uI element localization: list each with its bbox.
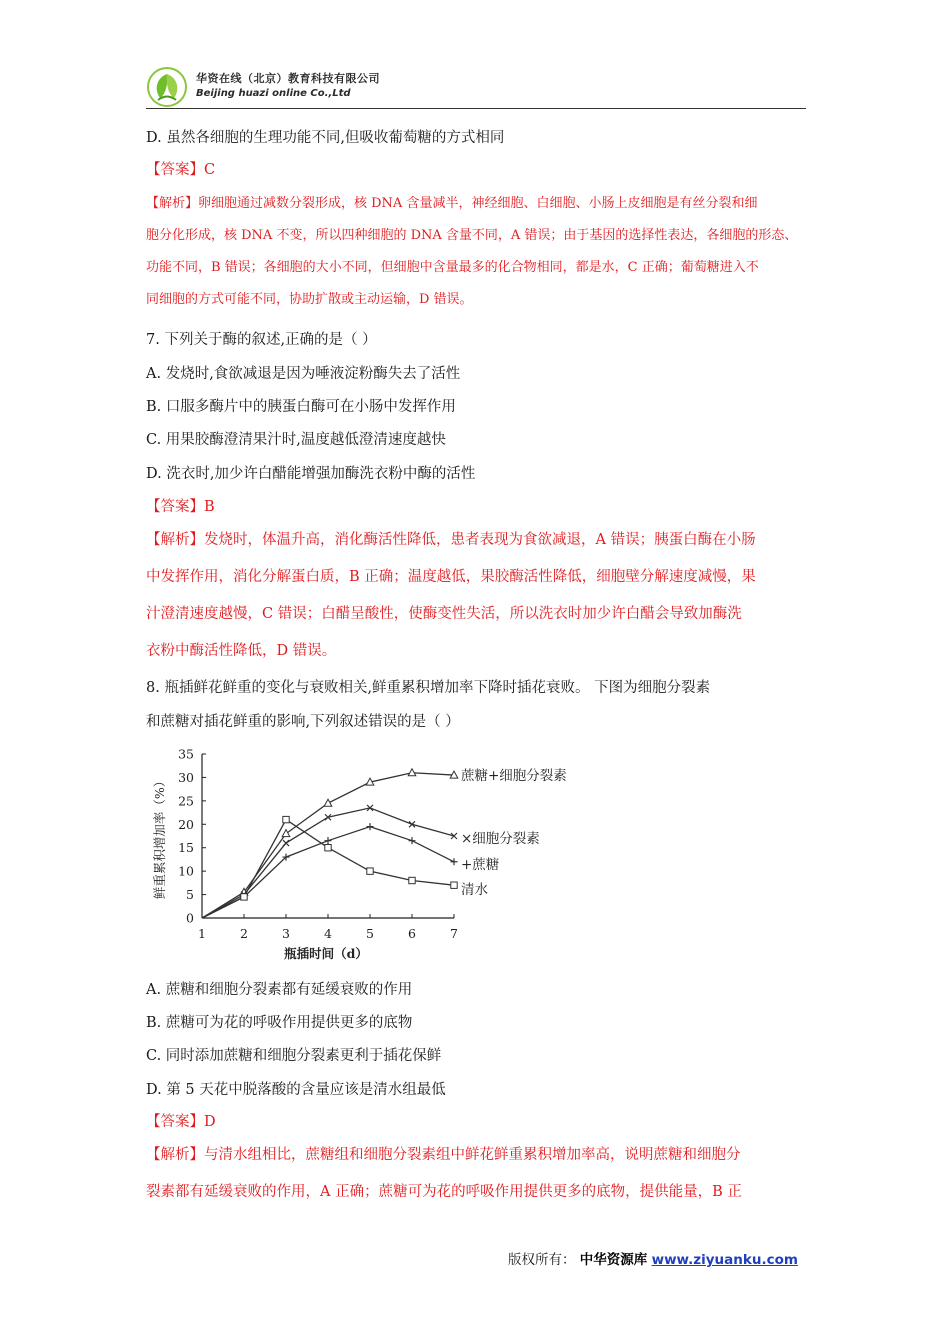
answer-value: D [204, 1114, 216, 1130]
brand-name: 中华资源库 [579, 1252, 648, 1268]
company-name-en: Beijing huazi online Co.,Ltd [196, 88, 351, 99]
company-name-cn: 华资在线（北京）教育科技有限公司 [196, 72, 380, 85]
series-label: ×细胞分裂素 [461, 831, 540, 847]
q8-option-d: D. 第 5 天花中脱落酸的含量应该是清水组最低 [146, 1082, 446, 1098]
q7-stem: 7. 下列关于酶的叙述,正确的是（ ） [146, 332, 377, 348]
q8-explain-line: 【解析】与清水组相比，蔗糖组和细胞分裂素组中鲜花鲜重累积增加率高，说明蔗糖和细胞分 [146, 1147, 741, 1163]
data-point-square [367, 868, 373, 874]
x-tick-label: 1 [198, 926, 206, 941]
y-tick-label: 35 [178, 746, 194, 762]
data-point-square [325, 845, 331, 851]
series-label: 蔗糖+细胞分裂素 [461, 768, 567, 785]
q8-stem-line: 8. 瓶插鲜花鲜重的变化与衰败相关,鲜重累积增加率下降时插花衰败。 下图为细胞分裂素 [146, 680, 711, 696]
y-tick-label: 0 [186, 910, 194, 926]
q6-option-d: D. 虽然各细胞的生理功能不同,但吸收葡萄糖的方式相同 [146, 130, 505, 146]
y-tick-label: 5 [186, 887, 194, 903]
q8-option-b: B. 蔗糖可为花的呼吸作用提供更多的底物 [146, 1015, 413, 1031]
q8-answer [146, 1112, 216, 1132]
y-tick-label: 30 [178, 769, 194, 785]
series-line [202, 808, 454, 918]
q7-explain-line: 中发挥作用，消化分解蛋白质，B 正确；温度越低，果胶酶活性降低，细胞壁分解速度减慢，果 [146, 569, 756, 585]
y-tick-label: 10 [178, 863, 194, 879]
series-label: 清水 [461, 882, 488, 899]
q6-answer [146, 160, 215, 180]
q7-answer [146, 497, 215, 517]
data-point-triangle [324, 799, 332, 806]
data-point-square [451, 882, 457, 888]
copyright-label: 版权所有： [508, 1252, 576, 1268]
data-point-square [409, 877, 415, 883]
q8-explain-line: 裂素都有延缓衰败的作用，A 正确；蔗糖可为花的呼吸作用提供更多的底物，提供能量，B 正 [146, 1184, 742, 1200]
page-footer [508, 1248, 798, 1268]
q6-explain-line: 功能不同，B 错误；各细胞的大小不同，但细胞中含量最多的化合物相同，都是水，C 正确；葡萄糖进入不 [146, 260, 759, 275]
x-tick-label: 3 [282, 926, 290, 941]
x-tick-label: 4 [324, 926, 332, 941]
data-point-plus [325, 837, 332, 844]
data-point-triangle [282, 830, 290, 837]
answer-label: 【答案】 [146, 499, 204, 515]
x-tick-label: 6 [408, 926, 416, 941]
data-point-square [241, 894, 247, 900]
data-point-plus [409, 837, 416, 844]
q6-explain-line: 【解析】卵细胞通过减数分裂形成，核 DNA 含量减半，神经细胞、白细胞、小肠上皮细胞是有丝分裂和细 [146, 196, 758, 211]
data-point-plus [451, 858, 458, 865]
x-tick-label: 2 [240, 926, 248, 941]
q7-option-c: C. 用果胶酶澄清果汁时,温度越低澄清速度越快 [146, 432, 446, 448]
q8-option-a: A. 蔗糖和细胞分裂素都有延缓衰败的作用 [146, 982, 413, 998]
q7-option-b: B. 口服多酶片中的胰蛋白酶可在小肠中发挥作用 [146, 399, 456, 415]
q8-stem-line: 和蔗糖对插花鲜重的影响,下列叙述错误的是（ ） [146, 714, 460, 730]
answer-value: B [204, 499, 215, 515]
huazi-logo-icon [146, 66, 188, 108]
q7-option-a: A. 发烧时,食欲减退是因为唾液淀粉酶失去了活性 [146, 366, 461, 382]
q7-option-d: D. 洗衣时,加少许白醋能增强加酶洗衣粉中酶的活性 [146, 466, 476, 482]
y-tick-label: 15 [178, 840, 194, 856]
q6-explain-line: 胞分化形成，核 DNA 不变，所以四种细胞的 DNA 含量不同，A 错误；由于基因的选择性表达，各细胞的形态、 [146, 228, 798, 243]
data-point-plus [367, 823, 374, 830]
fresh-weight-line-chart [146, 742, 596, 964]
y-tick-label: 25 [178, 793, 194, 809]
data-point-square [283, 816, 289, 822]
series-label: +蔗糖 [461, 856, 500, 873]
answer-label: 【答案】 [146, 1114, 204, 1130]
answer-value: C [204, 162, 216, 178]
x-tick-label: 5 [366, 926, 374, 941]
header-divider [146, 108, 806, 109]
page-header [146, 66, 808, 110]
q7-explain-line: 衣粉中酶活性降低，D 错误。 [146, 643, 337, 659]
chart-y-axis-label: 鲜重累积增加率（%） [152, 774, 167, 900]
chart-x-axis-label: 瓶插时间（d） [284, 946, 368, 961]
answer-label: 【答案】 [146, 162, 204, 178]
q7-explain-line: 汁澄清速度越慢，C 错误；白醋呈酸性，使酶变性失活，所以洗衣时加少许白醋会导致加酶洗 [146, 606, 742, 622]
x-tick-label: 7 [450, 926, 458, 941]
y-tick-label: 20 [178, 816, 194, 832]
q6-explain-line: 同细胞的方式可能不同，协助扩散或主动运输，D 错误。 [146, 292, 473, 307]
data-point-x [283, 840, 289, 846]
series-line [202, 820, 454, 918]
q7-explain-line: 【解析】发烧时，体温升高，消化酶活性降低，患者表现为食欲减退，A 错误；胰蛋白酶在小肠 [146, 532, 756, 548]
q8-option-c: C. 同时添加蔗糖和细胞分裂素更利于插花保鲜 [146, 1048, 442, 1064]
site-link[interactable]: www.ziyuanku.com [651, 1252, 798, 1268]
